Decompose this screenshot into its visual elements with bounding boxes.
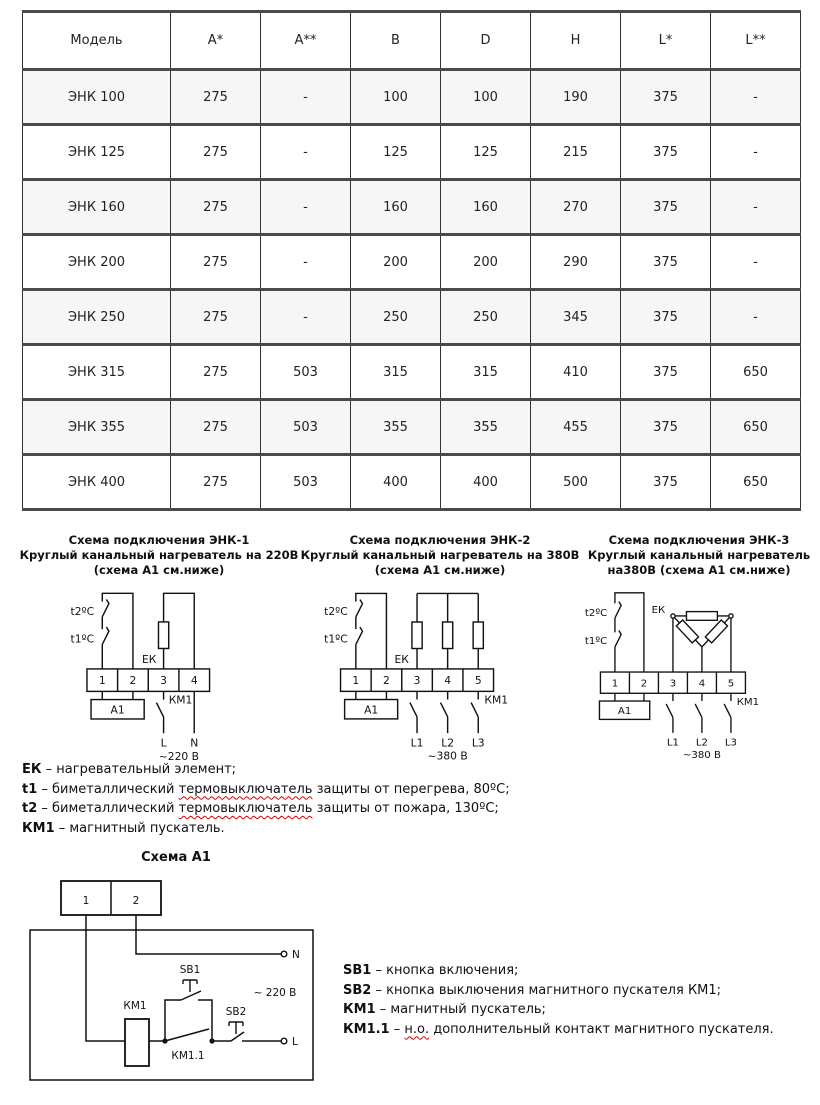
t2-switch-blade (102, 599, 109, 616)
enk1-heater-branch (158, 593, 194, 669)
cell: 275 (171, 180, 261, 235)
cell: 100 (351, 70, 441, 125)
diagram2-title (299, 533, 581, 578)
diagram3-title-line2: Круглый канальный нагреватель (587, 548, 811, 562)
cell: - (711, 290, 801, 345)
table-row (23, 345, 801, 400)
a1-terminal-block (61, 881, 161, 915)
legend-text: – биметаллический (37, 801, 179, 816)
cell: 375 (621, 400, 711, 455)
enk2-km1-contacts (409, 691, 477, 733)
t2-switch-blade (615, 601, 621, 617)
node-dot (671, 614, 675, 618)
km11-label: КМ1.1 (171, 1050, 205, 1062)
wiring-diagram-enk1 (18, 533, 300, 767)
phase-l1-label: L1 (666, 737, 679, 749)
wiring-diagram-enk2 (299, 533, 581, 767)
diagram1-title-line3: (схема А1 см.ниже) (93, 563, 225, 577)
schema-a1-schematic (28, 876, 328, 1088)
diagram3-title (584, 533, 814, 578)
legend-text: защиты от перегрева, 80ºС; (312, 781, 510, 797)
node-dot (729, 614, 733, 618)
legend-key: SB2 (343, 982, 372, 998)
cell: 200 (441, 235, 531, 290)
cell: 650 (711, 400, 801, 455)
t1-label: t1ºC (323, 632, 348, 646)
table-row (23, 70, 801, 125)
cell: 375 (621, 235, 711, 290)
heater-element-symbol (411, 622, 421, 649)
legend-line-km11 (343, 1020, 774, 1040)
km1-label: КМ1 (483, 693, 508, 707)
terminal-3: 3 (413, 674, 420, 688)
terminal-4: 4 (190, 674, 198, 688)
heater-element-symbol (158, 622, 168, 649)
legend-key: ЕК (22, 762, 42, 777)
cell: 503 (261, 455, 351, 510)
table-row (23, 180, 801, 235)
legend-text: – магнитный пускатель. (54, 820, 225, 836)
legend-text: – (389, 1021, 405, 1037)
cell: 355 (351, 400, 441, 455)
cell: 160 (441, 180, 531, 235)
enk2-schematic (313, 583, 568, 763)
cell: 315 (441, 345, 531, 400)
enk1-schematic (42, 583, 277, 763)
km1-label: КМ1 (736, 696, 760, 708)
table-row (23, 290, 801, 345)
table-row (23, 125, 801, 180)
cell: 375 (621, 180, 711, 235)
heater-element-symbol (686, 612, 717, 621)
cell: - (261, 70, 351, 125)
a1-label: А1 (110, 703, 125, 717)
heater-spec-table (22, 10, 801, 511)
legend-key: КМ1 (22, 820, 55, 836)
legend-line-sb1 (343, 961, 774, 981)
table-row (23, 235, 801, 290)
legend-key: SB1 (343, 963, 372, 978)
cell: - (261, 125, 351, 180)
legend-text: – нагревательный элемент; (41, 762, 237, 777)
sb2-contact-blade (231, 1032, 244, 1041)
phase-l3-label: L3 (724, 737, 737, 749)
cell: 275 (171, 290, 261, 345)
cell: 375 (621, 345, 711, 400)
col-header-l2: L** (711, 12, 801, 70)
cell: 400 (441, 455, 531, 510)
phase-l2-label: L2 (440, 736, 454, 750)
terminal-1: 1 (351, 674, 359, 688)
cell-model: ЭНК 160 (23, 180, 171, 235)
cell: 345 (531, 290, 621, 345)
cell: - (261, 235, 351, 290)
cell: 400 (351, 455, 441, 510)
cell: 375 (621, 70, 711, 125)
cell: 125 (351, 125, 441, 180)
cell: 160 (351, 180, 441, 235)
cell: 275 (171, 70, 261, 125)
cell-model: ЭНК 200 (23, 235, 171, 290)
enk1-thermal-switch-loop (102, 593, 133, 669)
diagram3-title-line1: Схема подключения ЭНК-3 (608, 533, 790, 547)
cell-model: ЭНК 100 (23, 70, 171, 125)
legend-text: – магнитный пускатель; (375, 1002, 546, 1017)
t2-label: t2ºC (584, 607, 608, 619)
a1-terminal-2: 2 (132, 895, 140, 907)
sb1-contact-blade (181, 991, 201, 1000)
legend-misspelled-word: термовыключатель (178, 801, 313, 816)
terminal-4: 4 (443, 674, 451, 688)
terminal-5: 5 (474, 674, 482, 688)
cell: 375 (621, 125, 711, 180)
terminal-4: 4 (698, 678, 706, 690)
cell-model: ЭНК 250 (23, 290, 171, 345)
cell: - (711, 180, 801, 235)
cell: 650 (711, 455, 801, 510)
t2-label: t2ºC (323, 604, 348, 618)
diagram3-title-line3: на380В (схема А1 см.ниже) (607, 563, 791, 577)
legend-line-t2 (22, 799, 510, 819)
legend-line-t1 (22, 780, 510, 800)
cell: 190 (531, 70, 621, 125)
legend-text: защиты от пожара, 130ºС; (312, 801, 499, 816)
cell: - (711, 125, 801, 180)
cell: 270 (531, 180, 621, 235)
table-header-row (23, 12, 801, 70)
legend-line-km1 (343, 1000, 774, 1020)
cell: 215 (531, 125, 621, 180)
cell: 200 (351, 235, 441, 290)
phase-l-label: L (292, 1036, 298, 1048)
a1-label: А1 (617, 706, 632, 718)
ek-label: ЕК (141, 652, 156, 666)
table-row (23, 455, 801, 510)
sb2-label: SB2 (225, 1006, 247, 1018)
km1-coil-label: КМ1 (123, 1000, 147, 1012)
t1-switch-blade (102, 627, 109, 644)
cell: 275 (171, 455, 261, 510)
diagram2-title-line2: Круглый канальный нагреватель на 380В (300, 548, 580, 562)
legend-key: КМ1 (343, 1002, 376, 1017)
t1-switch-blade (355, 627, 362, 644)
heater-element-symbol (473, 622, 483, 649)
enk3-schematic (584, 583, 816, 763)
cell: 355 (441, 400, 531, 455)
legend-text: – биметаллический (37, 781, 179, 797)
diagram1-title-line2: Круглый канальный нагреватель на 220В (19, 548, 299, 562)
km11-contact-blade (165, 1029, 209, 1041)
heater-element-symbol (442, 622, 452, 649)
terminal-1: 1 (611, 678, 619, 690)
schema-a1-title: Схема А1 (141, 850, 211, 865)
sb1-branch (165, 980, 212, 1041)
voltage-label: ~ 220 В (253, 987, 297, 999)
col-header-h: H (531, 12, 621, 70)
diagram2-title-line3: (схема А1 см.ниже) (374, 563, 506, 577)
diagram2-title-line1: Схема подключения ЭНК-2 (349, 533, 531, 547)
legend-line-ek (22, 760, 510, 780)
km1-label: КМ1 (168, 693, 192, 707)
cell-model: ЭНК 315 (23, 345, 171, 400)
legend-key: t2 (22, 801, 38, 816)
schema-a1-diagram (28, 876, 328, 1092)
col-header-model: Модель (23, 12, 171, 70)
sb2-pushbutton-actuator (229, 1022, 243, 1034)
neutral-n-label: N (292, 949, 300, 961)
cell: 375 (621, 290, 711, 345)
enk3-km1-contacts (666, 693, 731, 733)
legend-key: t1 (22, 781, 38, 797)
cell: 290 (531, 235, 621, 290)
components-legend (22, 760, 510, 838)
sb2-contact (229, 1022, 244, 1041)
cell: 375 (621, 455, 711, 510)
enk3-delta-heaters (671, 612, 733, 672)
t2-switch-blade (355, 600, 362, 617)
terminal-2: 2 (640, 678, 648, 690)
terminal-5: 5 (727, 678, 735, 690)
cell: 275 (171, 125, 261, 180)
cell: 410 (531, 345, 621, 400)
cell-model: ЭНК 355 (23, 400, 171, 455)
col-header-b: B (351, 12, 441, 70)
cell: - (711, 235, 801, 290)
cell: 455 (531, 400, 621, 455)
cell: 275 (171, 400, 261, 455)
legend-text: – кнопка включения; (371, 963, 519, 978)
table-row (23, 400, 801, 455)
cell-model: ЭНК 125 (23, 125, 171, 180)
sb1-label: SB1 (179, 964, 201, 976)
cell: 500 (531, 455, 621, 510)
legend-key: КМ1.1 (343, 1021, 390, 1037)
diagram1-title-line1: Схема подключения ЭНК-1 (68, 533, 250, 547)
cell: - (261, 290, 351, 345)
legend-text: – кнопка выключения магнитного пускателя КМ1; (371, 982, 722, 998)
enk3-thermal-switch-loop (615, 593, 644, 672)
heater-element-symbol (705, 620, 727, 643)
terminal-2: 2 (382, 674, 390, 688)
neutral-n-label: N (189, 736, 198, 750)
cell: 275 (171, 235, 261, 290)
voltage-label: ~220 В (158, 749, 199, 763)
schema-a1-legend (343, 961, 774, 1039)
col-header-d: D (441, 12, 531, 70)
col-header-l1: L* (621, 12, 711, 70)
enk2-thermal-switch-loop (355, 593, 386, 668)
phase-l-label: L (160, 736, 167, 750)
a1-terminal-1: 1 (82, 895, 90, 907)
phase-l1-label: L1 (410, 736, 423, 750)
cell: 650 (711, 345, 801, 400)
t1-label: t1ºC (584, 636, 608, 647)
km1-coil (125, 1019, 149, 1066)
terminal-3: 3 (159, 674, 167, 688)
legend-text: дополнительный контакт магнитного пускателя. (429, 1021, 774, 1037)
sb1-pushbutton-actuator (183, 980, 197, 992)
legend-misspelled-word: н.о. (404, 1021, 430, 1037)
cell-model: ЭНК 400 (23, 455, 171, 510)
cell: 315 (351, 345, 441, 400)
legend-misspelled-word: термовыключатель (178, 781, 313, 797)
terminal-3: 3 (669, 678, 677, 690)
heater-element-symbol (676, 620, 698, 643)
cell: 503 (261, 400, 351, 455)
col-header-a2: A** (261, 12, 351, 70)
a1-label: А1 (363, 703, 378, 717)
terminal-2: 2 (129, 674, 136, 688)
wiring-diagram-enk3 (584, 533, 814, 767)
cell: 275 (171, 345, 261, 400)
cell: 250 (351, 290, 441, 345)
n-terminal-dot (281, 951, 287, 957)
t1-switch-blade (615, 630, 621, 646)
cell: - (261, 180, 351, 235)
terminal-1: 1 (98, 674, 106, 688)
ek-label: ЕК (394, 652, 409, 666)
legend-line-km1 (22, 819, 510, 839)
col-header-a1: A* (171, 12, 261, 70)
cell: - (711, 70, 801, 125)
diagram1-title (18, 533, 300, 578)
cell: 250 (441, 290, 531, 345)
phase-l2-label: L2 (695, 737, 708, 749)
phase-l3-label: L3 (471, 736, 485, 750)
voltage-label: ~380 В (682, 750, 721, 762)
cell: 100 (441, 70, 531, 125)
cell: 503 (261, 345, 351, 400)
ek-label: ЕК (651, 605, 666, 617)
cell: 125 (441, 125, 531, 180)
l-terminal-dot (281, 1038, 287, 1044)
t2-label: t2ºC (70, 604, 94, 618)
enk2-heater-branches (411, 593, 482, 668)
legend-line-sb2 (343, 981, 774, 1001)
voltage-label: ~380 В (427, 749, 468, 763)
t1-label: t1ºC (70, 632, 94, 646)
a1-wiring (86, 915, 281, 1041)
